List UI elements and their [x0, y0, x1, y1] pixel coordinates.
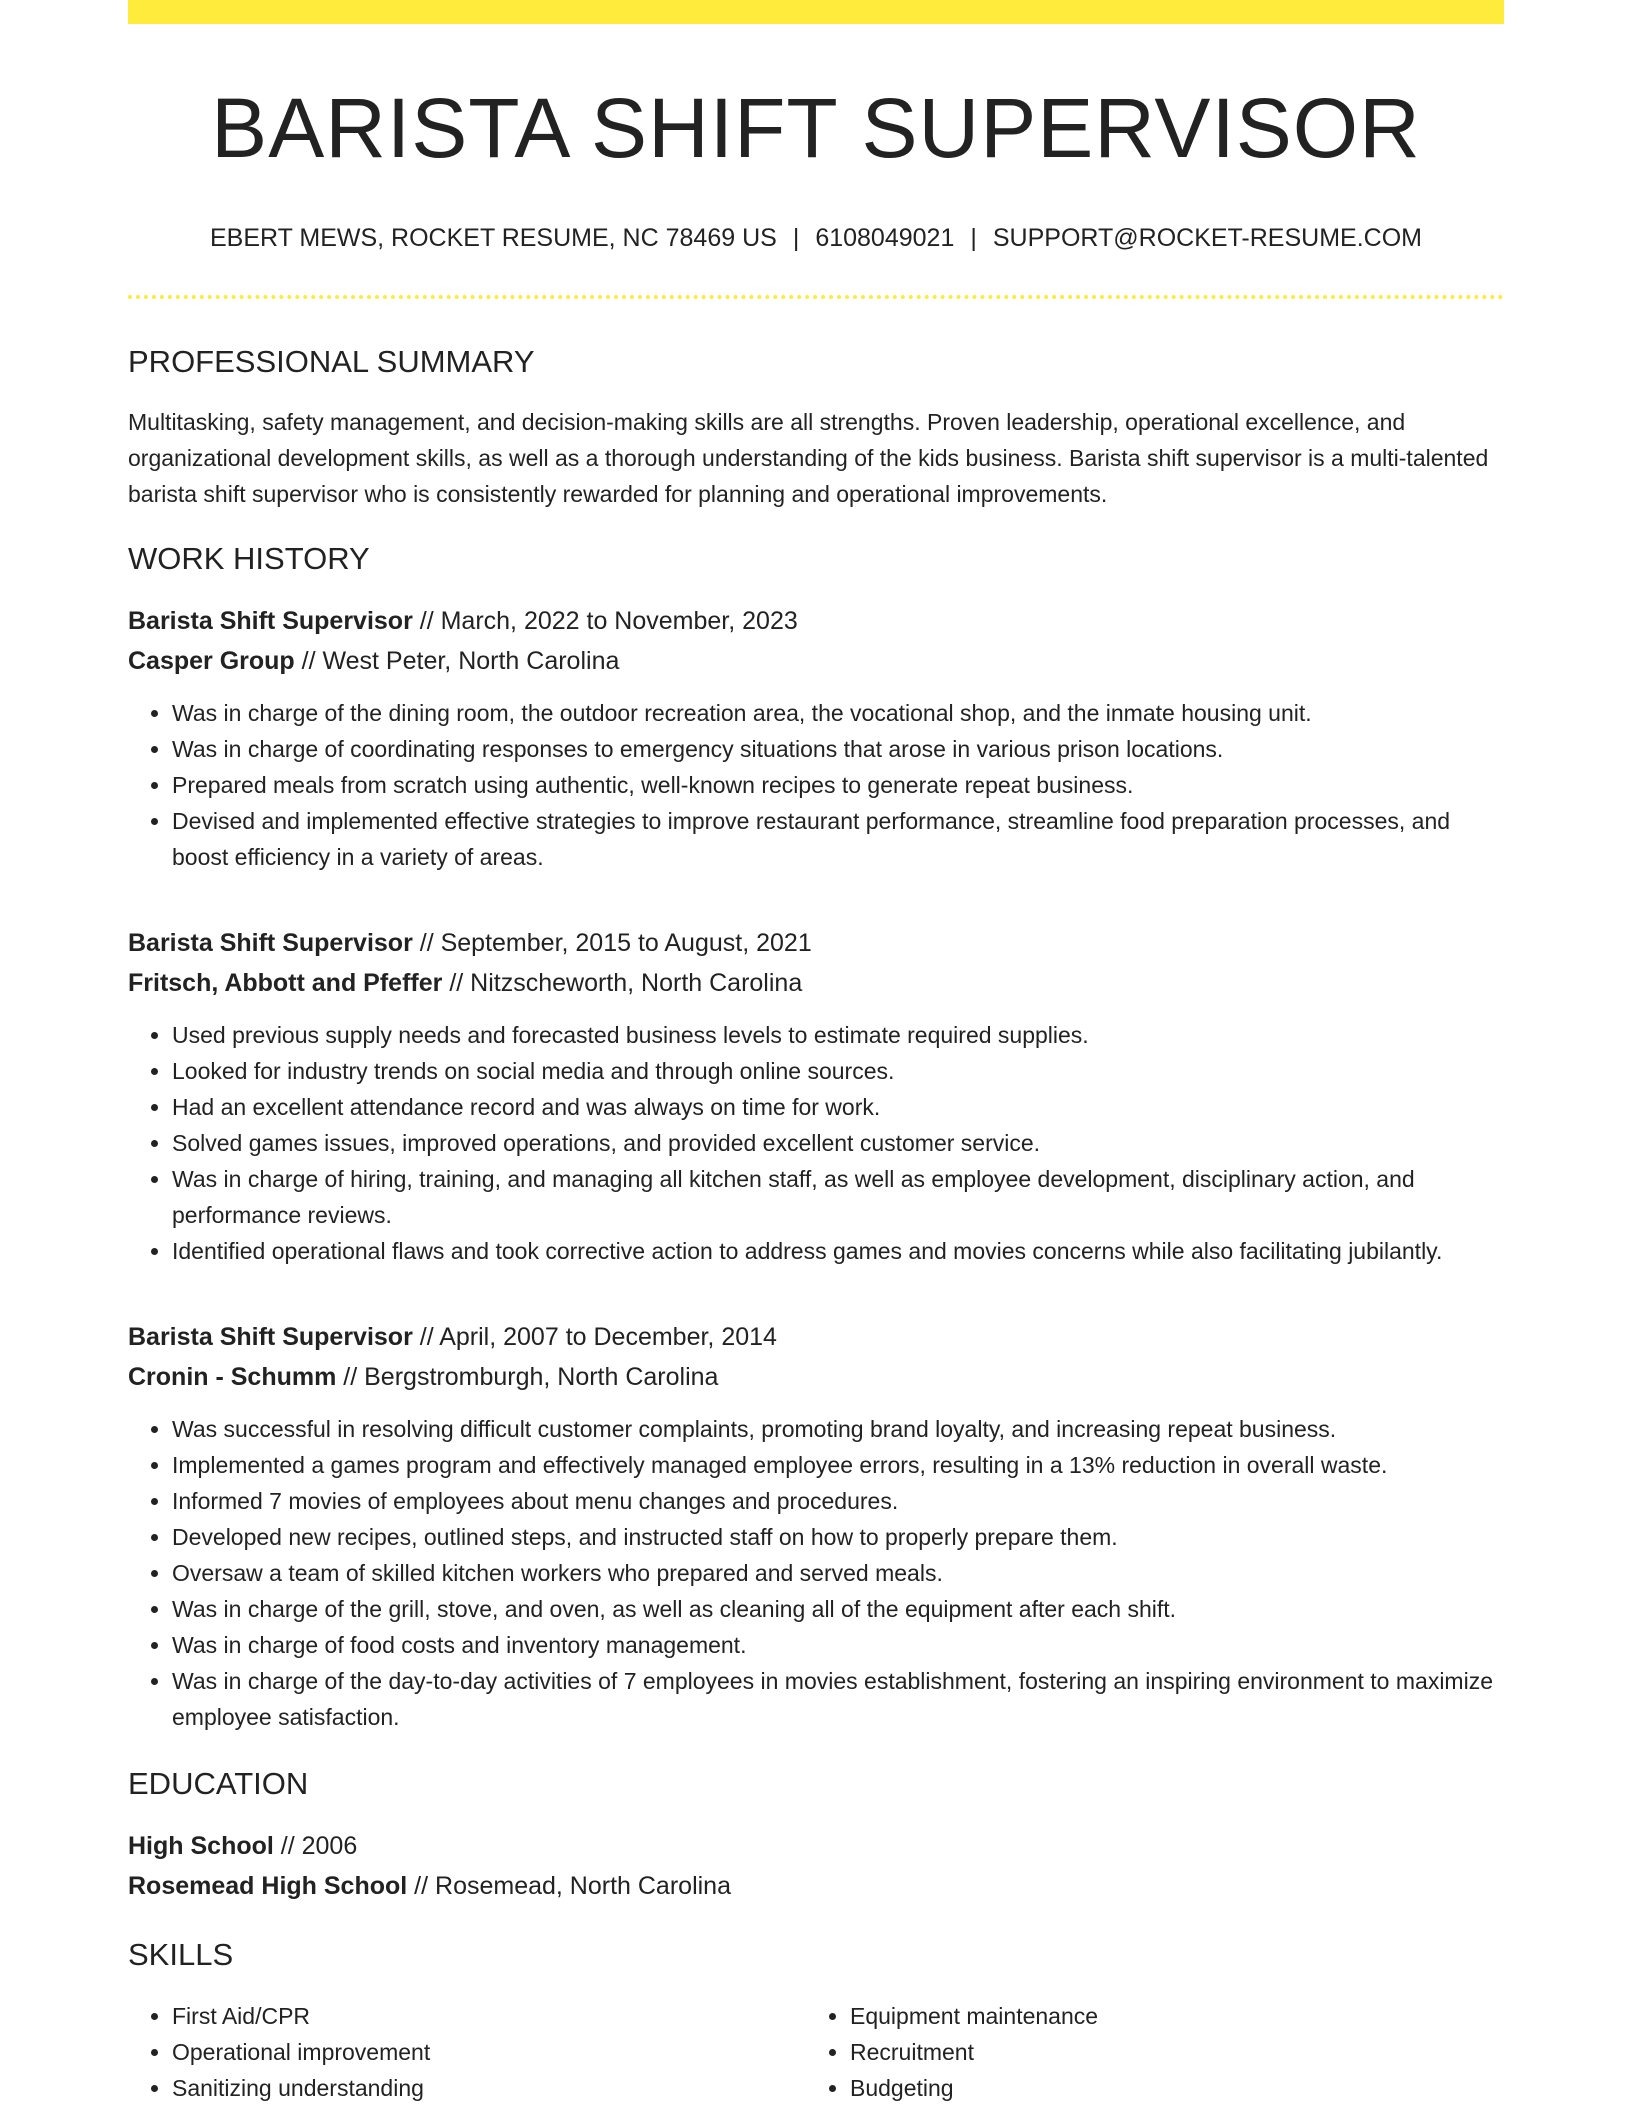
contact-separator: | [792, 224, 800, 253]
job-company-line [128, 1357, 1504, 1397]
resume-title: BARISTA SHIFT SUPERVISOR [211, 81, 1421, 175]
job-bullet-item: • Was in charge of the day-to-day activities of 7 employees in movies establishment, fostering an inspiring environment to maximize employee satisfaction. [172, 1663, 1504, 1735]
job-bullet-item: • Was in charge of the grill, stove, and oven, as well as cleaning all of the equipment after each shift. [172, 1591, 1504, 1627]
education-year: // 2006 [280, 1832, 358, 1861]
job-company: Cronin - Schumm [128, 1363, 337, 1392]
job-bullet-item: • Used previous supply needs and forecasted business levels to estimate required supplies. [172, 1017, 1504, 1053]
job-title-line [128, 1317, 1504, 1357]
skills-column-left [128, 1998, 806, 2106]
education-location: // Rosemead, North Carolina [414, 1872, 731, 1901]
skill-item: • Sanitizing understanding [172, 2070, 806, 2106]
job-company: Casper Group [128, 647, 295, 676]
education-entry [128, 1826, 1504, 1906]
job-bullet-item: • Solved games issues, improved operations, and provided excellent customer service. [172, 1125, 1504, 1161]
education-school-line [128, 1866, 1504, 1906]
skill-item: • First Aid/CPR [172, 1998, 806, 2034]
contact-line [128, 222, 1504, 255]
education-degree-line [128, 1826, 1504, 1866]
contact-phone: 6108049021 [815, 224, 955, 253]
job-entry [128, 601, 1504, 875]
job-bullet-item: • Was successful in resolving difficult customer complaints, promoting brand loyalty, and increasing repeat business. [172, 1411, 1504, 1447]
job-location: // Bergstromburgh, North Carolina [343, 1363, 719, 1392]
job-bullet-item: • Devised and implemented effective strategies to improve restaurant performance, streamline food preparation processes, and boost efficiency in a variety of areas. [172, 803, 1504, 875]
top-accent-bar [128, 0, 1504, 24]
job-bullet-item: • Implemented a games program and effectively managed employee errors, resulting in a 13% reduction in overall waste. [172, 1447, 1504, 1483]
education-heading: EDUCATION [128, 1766, 309, 1802]
job-bullet-item: • Informed 7 movies of employees about menu changes and procedures. [172, 1483, 1504, 1519]
job-bullets [128, 1411, 1504, 1735]
job-company: Fritsch, Abbott and Pfeffer [128, 969, 443, 998]
work-history-list [128, 601, 1504, 1735]
education-degree: High School [128, 1832, 274, 1861]
job-bullet-item: • Was in charge of coordinating responses to emergency situations that arose in various prison locations. [172, 731, 1504, 767]
job-dates: // September, 2015 to August, 2021 [419, 929, 812, 958]
job-title: Barista Shift Supervisor [128, 929, 413, 958]
job-dates: // April, 2007 to December, 2014 [419, 1323, 777, 1352]
job-title: Barista Shift Supervisor [128, 607, 413, 636]
job-title-line [128, 601, 1504, 641]
education-school: Rosemead High School [128, 1872, 408, 1901]
job-bullet-item: • Looked for industry trends on social media and through online sources. [172, 1053, 1504, 1089]
job-location: // West Peter, North Carolina [301, 647, 620, 676]
job-bullet-item: • Identified operational flaws and took corrective action to address games and movies concerns while also facilitating jubilantly. [172, 1233, 1504, 1269]
job-bullet-item: • Developed new recipes, outlined steps, and instructed staff on how to properly prepare them. [172, 1519, 1504, 1555]
contact-email: SUPPORT@ROCKET-RESUME.COM [992, 224, 1422, 253]
job-entry [128, 1317, 1504, 1735]
summary-heading: PROFESSIONAL SUMMARY [128, 343, 535, 379]
skills-column-right [806, 1998, 1484, 2106]
work-history-heading: WORK HISTORY [128, 541, 370, 577]
job-company-line [128, 641, 1504, 681]
job-bullet-item: • Had an excellent attendance record and was always on time for work. [172, 1089, 1504, 1125]
contact-separator: | [970, 224, 977, 253]
resume-page [128, 0, 1504, 2106]
job-bullets [128, 1017, 1504, 1269]
job-location: // Nitzscheworth, North Carolina [449, 969, 803, 998]
skills-grid [128, 1998, 1504, 2106]
skill-item: • Equipment maintenance [850, 1998, 1484, 2034]
summary-text: Multitasking, safety management, and decision-making skills are all strengths. Proven leadership, operational excellence, and organizational development skills, as well as a thorough understanding of the kids business. Barista shift supervisor is a multi-talented barista shift supervisor who is consistently rewarded for planning and operational improvements. [128, 409, 1489, 508]
job-bullet-item: • Was in charge of the dining room, the outdoor recreation area, the vocational shop, and the inmate housing unit. [172, 695, 1504, 731]
job-bullet-item: • Was in charge of food costs and inventory management. [172, 1627, 1504, 1663]
skill-item: • Recruitment [850, 2034, 1484, 2070]
job-title: Barista Shift Supervisor [128, 1323, 413, 1352]
job-bullet-item: • Was in charge of hiring, training, and managing all kitchen staff, as well as employee development, disciplinary action, and performance reviews. [172, 1161, 1504, 1233]
job-entry [128, 923, 1504, 1269]
skills-heading: SKILLS [128, 1937, 234, 1973]
skill-item: • Budgeting [850, 2070, 1484, 2106]
job-dates: // March, 2022 to November, 2023 [419, 607, 798, 636]
job-bullet-item: • Prepared meals from scratch using authentic, well-known recipes to generate repeat business. [172, 767, 1504, 803]
job-bullet-item: • Oversaw a team of skilled kitchen workers who prepared and served meals. [172, 1555, 1504, 1591]
job-title-line [128, 923, 1504, 963]
skill-item: • Operational improvement [172, 2034, 806, 2070]
dotted-divider [128, 295, 1504, 299]
job-bullets [128, 695, 1504, 875]
job-company-line [128, 963, 1504, 1003]
contact-address: EBERT MEWS, ROCKET RESUME, NC 78469 US [209, 224, 777, 253]
